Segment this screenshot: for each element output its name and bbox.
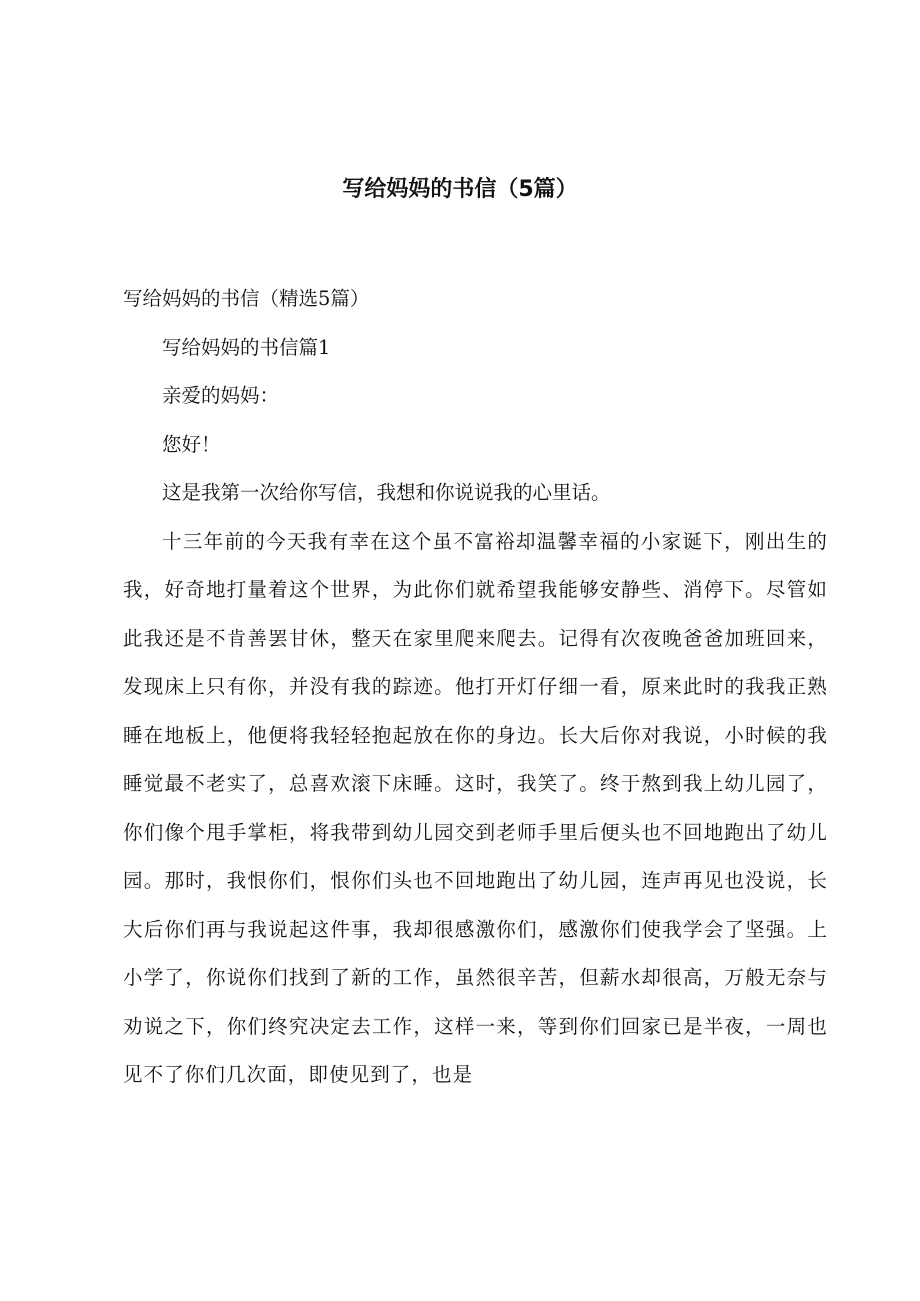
document-body bbox=[123, 275, 828, 1100]
letter-paragraph-1: 这是我第一次给你写信，我想和你说说我的心里话。 bbox=[162, 481, 611, 504]
section-heading: 写给妈妈的书信篇1 bbox=[162, 335, 331, 359]
letter-greeting: 您好！ bbox=[162, 432, 221, 456]
document-title: 写给妈妈的书信（5篇） bbox=[342, 177, 578, 202]
document-subtitle: 写给妈妈的书信（精选5篇） bbox=[123, 287, 370, 310]
letter-salutation: 亲爱的妈妈： bbox=[162, 384, 280, 407]
letter-paragraph-2: 十三年前的今天我有幸在这个虽不富裕却温馨幸福的小家诞下，刚出生的我，好奇地打量着这个世界，为此你们就希望我能够安静些、消停下。尽管如此我还是不肯善罢甘休，整天在家里爬来爬去。记得有次夜晚爸爸加班回来，发现床上只有你，并没有我的踪迹。他打开灯仔细一看，原来此时的我我正熟睡在地板上，他便将我轻轻抱起放在你的身边。长大后你对我说，小时候的我睡觉最不老实了，总喜欢滚下床睡。这时，我笑了。终于熬到我上幼儿园了，你们像个甩手掌柜，将我带到幼儿园交到老师手里后便头也不回地跑出了幼儿园。那时，我恨你们，恨你们头也不回地跑出了幼儿园，连声再见也没说，长大后你们再与我说起这件事，我却很感激你们，感激你们使我学会了坚强。上小学了，你说你们找到了新的工作，虽然很辛苦，但薪水却很高，万般无奈与劝说之下，你们终究决定去工作，这样一来，等到你们回家已是半夜，一周也见不了你们几次面，即使见到了，也是 bbox=[123, 529, 828, 1086]
